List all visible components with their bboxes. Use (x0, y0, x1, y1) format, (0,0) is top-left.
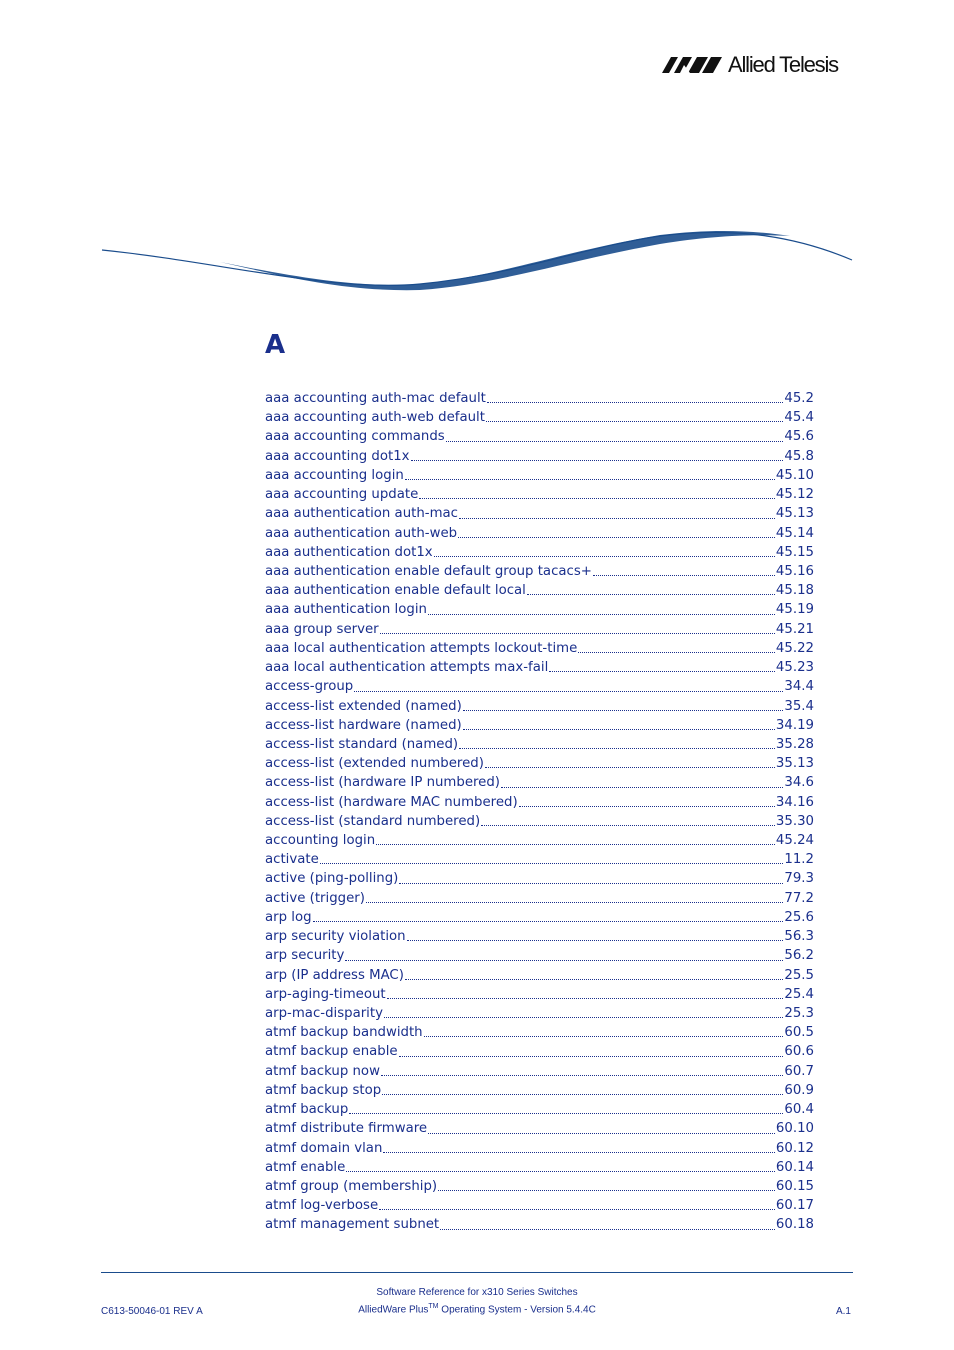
dot-leader (366, 902, 783, 903)
index-entry[interactable] (265, 658, 814, 677)
dot-leader (411, 460, 784, 461)
index-entry[interactable] (265, 697, 814, 716)
index-page-ref: 45.19 (775, 602, 814, 618)
index-term: access-list (hardware IP numbered) (265, 775, 500, 791)
index-term: access-list extended (named) (265, 698, 462, 714)
index-entry[interactable] (265, 389, 814, 408)
index-entry[interactable] (265, 639, 814, 658)
index-page-ref: 60.9 (784, 1082, 814, 1098)
index-entry[interactable] (265, 1004, 814, 1023)
dot-leader (485, 767, 775, 768)
index-page-ref: 45.6 (784, 429, 814, 445)
index-entry[interactable] (265, 1119, 814, 1138)
index-list (265, 389, 814, 1235)
dot-leader (593, 575, 775, 576)
index-page-ref: 60.4 (784, 1102, 814, 1118)
index-entry[interactable] (265, 869, 814, 888)
footer-os-tm: TM (428, 1303, 439, 1310)
footer-page-number: A.1 (835, 1306, 851, 1317)
index-entry[interactable] (265, 927, 814, 946)
index-term: arp (IP address MAC) (265, 967, 404, 983)
index-term: arp security violation (265, 929, 406, 945)
dot-leader (399, 883, 783, 884)
dot-leader (320, 863, 784, 864)
logo-mark-icon (662, 55, 726, 75)
dot-leader (434, 556, 775, 557)
dot-leader (428, 1133, 775, 1134)
index-entry[interactable] (265, 831, 814, 850)
dot-leader (438, 1190, 775, 1191)
index-term: atmf log-verbose (265, 1198, 379, 1214)
dot-leader (486, 421, 783, 422)
index-term: atmf enable (265, 1159, 346, 1175)
index-term: arp security (265, 948, 345, 964)
index-page-ref: 60.5 (784, 1025, 814, 1041)
index-term: aaa accounting update (265, 487, 419, 503)
footer-title: Software Reference for x310 Series Switches (376, 1287, 578, 1298)
index-term: aaa accounting auth-web default (265, 410, 485, 426)
index-term: aaa local authentication attempts max-fail (265, 660, 549, 676)
dot-leader (376, 844, 775, 845)
index-entry[interactable] (265, 850, 814, 869)
index-entry[interactable] (265, 1081, 814, 1100)
index-entry[interactable] (265, 889, 814, 908)
index-term: aaa authentication login (265, 602, 427, 618)
index-entry[interactable] (265, 716, 814, 735)
dot-leader (487, 402, 784, 403)
dot-leader (463, 729, 775, 730)
index-term: aaa accounting login (265, 467, 404, 483)
index-entry[interactable] (265, 773, 814, 792)
dot-leader (424, 1036, 784, 1037)
index-term: aaa authentication enable default local (265, 583, 526, 599)
index-page-ref: 45.12 (775, 487, 814, 503)
index-page-ref: 45.21 (775, 621, 814, 637)
index-page-ref: 45.10 (775, 467, 814, 483)
index-entry[interactable] (265, 408, 814, 427)
dot-leader (387, 998, 784, 999)
index-entry[interactable] (265, 735, 814, 754)
dot-leader (549, 671, 775, 672)
index-page-ref: 79.3 (784, 871, 814, 887)
dot-leader (463, 710, 784, 711)
index-page-ref: 45.15 (775, 544, 814, 560)
index-term: aaa local authentication attempts lockout-time (265, 640, 578, 656)
index-term: aaa authentication dot1x (265, 544, 433, 560)
footer-rule (101, 1272, 853, 1273)
index-page-ref: 34.19 (775, 717, 814, 733)
index-entry[interactable] (265, 754, 814, 773)
index-term: atmf backup stop (265, 1082, 382, 1098)
dot-leader (428, 614, 775, 615)
dot-leader (354, 691, 783, 692)
index-entry[interactable] (265, 485, 814, 504)
index-entry[interactable] (265, 427, 814, 446)
index-entry[interactable] (265, 985, 814, 1004)
index-page-ref: 34.16 (775, 794, 814, 810)
index-term: atmf distribute firmware (265, 1121, 428, 1137)
index-page-ref: 56.2 (784, 948, 814, 964)
index-page-ref: 35.28 (775, 736, 814, 752)
index-page-ref: 45.18 (775, 583, 814, 599)
index-page-ref: 35.13 (775, 756, 814, 772)
footer-os-prefix: AlliedWare Plus (358, 1304, 429, 1316)
dot-leader (381, 1075, 783, 1076)
dot-leader (458, 537, 775, 538)
index-entry[interactable] (265, 812, 814, 831)
index-term: arp log (265, 909, 312, 925)
dot-leader (399, 1056, 784, 1057)
dot-leader (380, 633, 775, 634)
index-term: activate (265, 852, 319, 868)
index-term: aaa accounting dot1x (265, 448, 410, 464)
index-entry[interactable] (265, 793, 814, 812)
index-term: aaa authentication auth-web (265, 525, 458, 541)
index-page-ref: 35.30 (775, 813, 814, 829)
index-entry[interactable] (265, 562, 814, 581)
dot-leader (407, 940, 784, 941)
dot-leader (519, 806, 775, 807)
dot-leader (379, 1209, 775, 1210)
index-term: accounting login (265, 833, 376, 849)
index-page-ref: 60.7 (784, 1063, 814, 1079)
index-page-ref: 60.15 (775, 1178, 814, 1194)
index-term: aaa group server (265, 621, 379, 637)
index-entry[interactable] (265, 946, 814, 965)
index-page-ref: 25.6 (784, 909, 814, 925)
index-term: access-list (extended numbered) (265, 756, 484, 772)
dot-leader (419, 498, 775, 499)
footer-os-version (0, 1303, 954, 1315)
header-swoosh (100, 226, 854, 296)
index-page-ref: 11.2 (784, 852, 814, 868)
dot-leader (501, 787, 783, 788)
index-term: active (trigger) (265, 890, 365, 906)
index-entry[interactable] (265, 1215, 814, 1234)
index-entry[interactable] (265, 677, 814, 696)
index-term: access-list (hardware MAC numbered) (265, 794, 518, 810)
index-entry[interactable] (265, 447, 814, 466)
index-page-ref: 45.22 (775, 640, 814, 656)
index-entry[interactable] (265, 966, 814, 985)
index-term: access-list standard (named) (265, 736, 459, 752)
dot-leader (349, 1113, 783, 1114)
index-term: atmf backup bandwidth (265, 1025, 423, 1041)
index-page-ref: 45.2 (784, 391, 814, 406)
index-term: arp-mac-disparity (265, 1006, 383, 1021)
index-entry[interactable] (265, 504, 814, 523)
index-page-ref: 56.3 (784, 929, 814, 945)
index-page-ref: 45.14 (775, 525, 814, 541)
index-entry[interactable] (265, 908, 814, 927)
dot-leader (459, 518, 775, 519)
allied-telesis-logo (662, 52, 854, 78)
index-term: access-group (265, 679, 354, 695)
dot-leader (578, 652, 775, 653)
index-page-ref: 34.4 (784, 679, 814, 695)
index-page-ref: 34.6 (784, 775, 814, 791)
index-entry[interactable] (265, 524, 814, 543)
index-entry[interactable] (265, 620, 814, 639)
index-entry[interactable] (265, 1023, 814, 1042)
index-entry[interactable] (265, 1062, 814, 1081)
dot-leader (459, 748, 775, 749)
dot-leader (346, 1171, 775, 1172)
dot-leader (382, 1094, 783, 1095)
index-page-ref: 45.13 (775, 506, 814, 522)
index-page-ref: 60.12 (775, 1140, 814, 1156)
index-entry[interactable] (265, 543, 814, 562)
index-term: active (ping-polling) (265, 871, 399, 887)
index-page-ref: 25.5 (784, 967, 814, 983)
index-page-ref: 60.18 (775, 1217, 814, 1233)
index-term: aaa accounting commands (265, 429, 445, 445)
index-term: atmf management subnet (265, 1217, 440, 1233)
dot-leader (527, 594, 775, 595)
dot-leader (405, 979, 783, 980)
logo-text: Allied Telesis (728, 52, 838, 77)
dot-leader (383, 1152, 775, 1153)
index-page-ref: 25.3 (784, 1006, 814, 1021)
index-page-ref: 45.8 (784, 448, 814, 464)
index-term: access-list hardware (named) (265, 717, 462, 733)
index-page-ref: 60.14 (775, 1159, 814, 1175)
index-term: atmf backup enable (265, 1044, 398, 1060)
index-entry[interactable] (265, 600, 814, 619)
index-page-ref: 60.17 (775, 1198, 814, 1214)
index-entry[interactable] (265, 1100, 814, 1119)
footer-os-suffix: Operating System - Version 5.4.4C (438, 1304, 596, 1316)
index-term: aaa authentication enable default group tacacs+ (265, 563, 592, 579)
index-term: atmf backup now (265, 1063, 380, 1079)
section-letter: A (265, 330, 286, 360)
dot-leader (384, 1017, 783, 1018)
index-entry[interactable] (265, 466, 814, 485)
index-entry[interactable] (265, 581, 814, 600)
footer-doc-number: C613-50046-01 REV A (101, 1306, 203, 1317)
index-entry[interactable] (265, 1177, 814, 1196)
index-entry[interactable] (265, 1042, 814, 1061)
index-page-ref: 45.24 (775, 833, 814, 849)
index-term: access-list (standard numbered) (265, 813, 481, 829)
dot-leader (313, 921, 784, 922)
index-term: atmf group (membership) (265, 1178, 438, 1194)
dot-leader (405, 479, 775, 480)
index-page-ref: 60.10 (775, 1121, 814, 1137)
index-term: atmf domain vlan (265, 1140, 383, 1156)
index-page-ref: 45.16 (775, 563, 814, 579)
index-page-ref: 60.6 (784, 1044, 814, 1060)
dot-leader (345, 960, 783, 961)
dot-leader (440, 1229, 775, 1230)
dot-leader (446, 441, 784, 442)
index-entry[interactable] (265, 1196, 814, 1215)
index-page-ref: 45.23 (775, 660, 814, 676)
index-page-ref: 77.2 (784, 890, 814, 906)
index-term: arp-aging-timeout (265, 986, 386, 1002)
index-entry[interactable] (265, 1158, 814, 1177)
index-page-ref: 35.4 (784, 698, 814, 714)
index-page-ref: 45.4 (784, 410, 814, 426)
index-term: aaa accounting auth-mac default (265, 391, 486, 406)
index-page-ref: 25.4 (784, 986, 814, 1002)
index-term: atmf backup (265, 1102, 349, 1118)
dot-leader (481, 825, 775, 826)
index-entry[interactable] (265, 1139, 814, 1158)
index-term: aaa authentication auth-mac (265, 506, 458, 522)
